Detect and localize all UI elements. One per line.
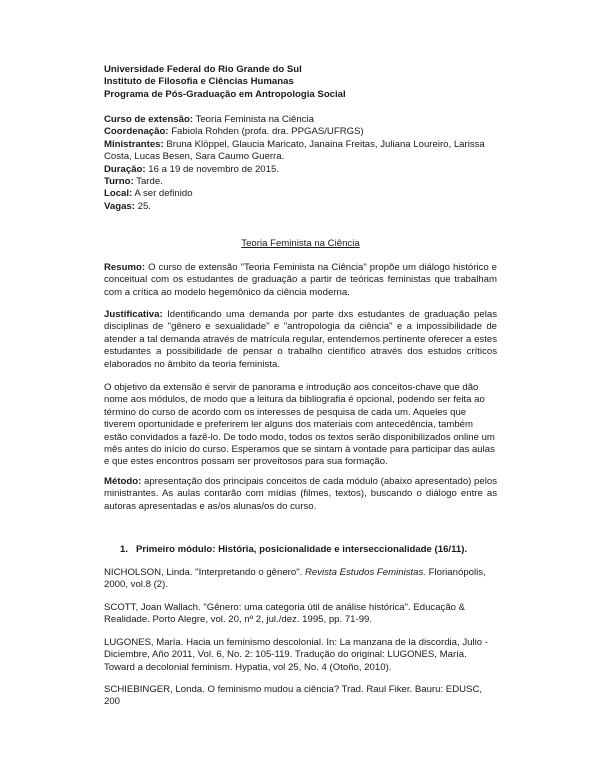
coord-label: Coordenação: — [104, 126, 169, 138]
coord-value: Fabiola Rohden (profa. dra. PPGAS/UFRGS) — [171, 126, 364, 138]
header-institute: Instituto de Filosofia e Ciências Humanas — [104, 76, 294, 88]
minist-value: Bruna Klöppel, Glaucia Maricato, Janaina Freitas, Juliana Loureiro, Larissa Costa, Lucas Besen, Sara Caumo Guerra. — [104, 138, 485, 163]
justificativa-label: Justificativa: — [104, 309, 163, 320]
info-curso — [104, 114, 497, 126]
document-title: Teoria Feminista na Ciência — [241, 238, 360, 249]
ref1-author-title: NICHOLSON, Linda. "Interpretando o gênero". — [104, 567, 303, 578]
header-program: Programa de Pós-Graduação em Antropologia Social — [104, 88, 346, 100]
vagas-label: Vagas: — [104, 200, 135, 212]
ref1-journal: Revista Estudos Feministas. — [304, 567, 426, 578]
info-vagas — [104, 201, 497, 213]
curso-value: Teoria Feminista na Ciência — [195, 114, 314, 125]
reference-scott: SCOTT, Joan Wallach. "Gênero: uma categoria útil de análise histórica". Educação & Realidade. Porto Alegre, vol. 20, nº 2, jul./dez. 1995, pp. 71-99. — [104, 602, 466, 626]
vagas-value: 25. — [137, 200, 151, 212]
resumo-text: O curso de extensão "Teoria Feminista na Ciência" propõe um diálogo histórico e conceitual com os estudantes de graduação a partir de teóricas feministas que trabalham com a crítica ao modelo hegemônico da ciência moderna. — [104, 262, 498, 298]
module-1-number: 1. — [120, 544, 129, 555]
metodo-label: Método: — [104, 476, 142, 487]
turno-value: Tarde. — [136, 176, 163, 188]
info-duracao — [104, 164, 497, 176]
reference-nicholson — [104, 567, 497, 592]
justificativa-text: Identificando uma demanda por parte dxs estudantes de graduação pelas disciplinas de "gênero e sexualidade" e "antropologia da ciência" e a impossibilidade de atender a tal demanda através de matrícula regular, entendemos pertinente oferecer a estes estudantes a possibilidade de pensar o trabalho científico através dos estudos críticos elaborados no âmbito da teoria feminista. — [104, 309, 497, 370]
duracao-value: 16 a 19 de novembro de 2015. — [148, 163, 279, 175]
metodo-text: apresentação dos principais conceitos de cada módulo (abaixo apresentado) pelos ministrantes. As aulas contarão com mídias (filmes, textos), buscando o diálogo entre as autoras apresentadas e as/os alunas/os do curso. — [104, 476, 497, 512]
metodo-paragraph — [104, 476, 497, 513]
ref1-place: Florianópolis, 2000, vol.8 (2). — [104, 567, 486, 591]
reference-schiebinger: SCHIEBINGER, Londa. O feminismo mudou a ciência? Trad. Raul Fiker. Bauru: EDUSC, 200 — [104, 684, 483, 708]
info-local — [104, 188, 497, 200]
duracao-label: Duração: — [104, 163, 146, 175]
turno-label: Turno: — [104, 176, 134, 188]
minist-label: Ministrantes: — [104, 138, 164, 150]
institution-header — [104, 64, 497, 101]
info-ministrantes — [104, 139, 497, 164]
module-1-text: Primeiro módulo: História, posicionalidade e interseccionalidade (16/11). — [136, 544, 468, 555]
objetivo-paragraph: O objetivo da extensão é servir de panorama e introdução aos conceitos-chave que dão nome aos módulos, de modo que a leitura da bibliografia é opcional, podendo ser feita ao término do curso de acordo com os interesses de pesquisa de cada um. Aqueles que tiverem oportunidade e preferirem ler alguns dos materiais com antecedência, também estão convidados a fazê-lo. De todo modo, todos os textos serão disponibilizados online um mês antes do início do curso. Esperamos que se sintam à vontade para participar das aulas e que estes encontros possam ser proveitosos para sua formação. — [104, 382, 495, 468]
course-info — [104, 114, 497, 213]
header-university: Universidade Federal do Rio Grande do Sul — [104, 64, 302, 75]
justificativa-paragraph — [104, 309, 497, 371]
curso-label: Curso de extensão: — [104, 114, 194, 125]
local-value: A ser definido — [134, 188, 193, 200]
info-coordenacao — [104, 126, 497, 138]
resumo-paragraph — [104, 262, 497, 299]
resumo-label: Resumo: — [104, 262, 146, 273]
local-label: Local: — [104, 188, 133, 200]
info-turno — [104, 176, 497, 188]
module-1-heading — [120, 544, 497, 556]
reference-lugones: LUGONES, María. Hacia un feminismo descolonial. In: La manzana de la discordia, Julio - Diciembre, Año 2011, Vol. 6, No. 2: 105-119. Tradução do original: LUGONES, María. Toward a decolonial feminism. Hypatia, vol 25, No. 4 (Otoño, 2010). — [104, 637, 488, 673]
